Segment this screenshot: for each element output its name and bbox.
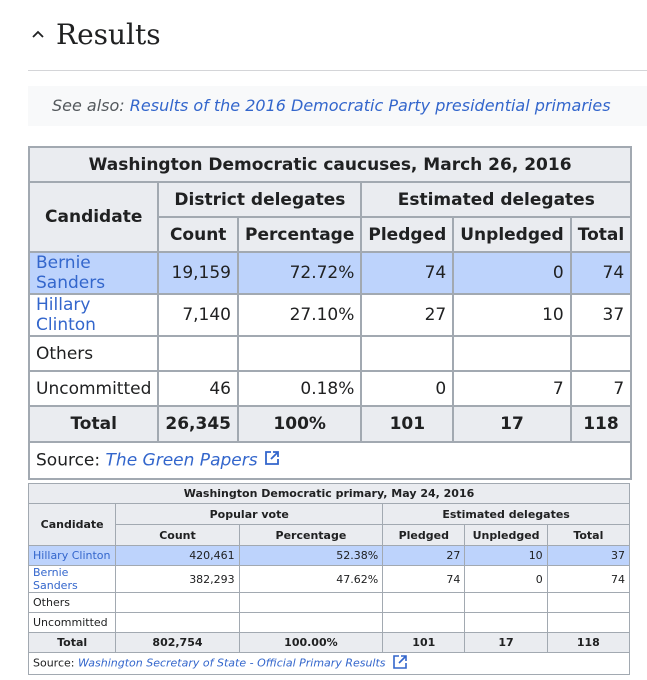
header-count: Count <box>158 217 238 252</box>
table-caption: Washington Democratic primary, May 24, 2016 <box>29 484 630 504</box>
count-cell <box>158 336 238 371</box>
count-cell: 46 <box>158 371 238 406</box>
header-count: Count <box>116 525 239 546</box>
totals-count: 802,754 <box>116 633 239 653</box>
see-also-label: See also: <box>52 96 130 115</box>
source-label: Source: <box>36 450 106 471</box>
pledged-cell: 27 <box>383 546 465 566</box>
table-row <box>29 336 631 371</box>
source-label: Source: <box>33 656 78 670</box>
totals-count: 26,345 <box>158 406 238 442</box>
percentage-cell <box>239 593 382 613</box>
candidate-cell: Others <box>29 336 158 371</box>
pledged-cell <box>383 613 465 633</box>
header-total: Total <box>571 217 631 252</box>
unpledged-cell: 0 <box>465 566 547 593</box>
totals-percentage: 100% <box>238 406 361 442</box>
candidate-cell: Uncommitted <box>29 613 116 633</box>
percentage-cell: 0.18% <box>238 371 361 406</box>
totals-row <box>29 406 631 442</box>
section-title: Results <box>56 17 161 51</box>
see-also-hatnote <box>28 86 647 126</box>
header-pledged: Pledged <box>383 525 465 546</box>
percentage-cell: 47.62% <box>239 566 382 593</box>
header-percentage: Percentage <box>239 525 382 546</box>
percentage-cell <box>239 613 382 633</box>
external-link-icon <box>392 654 408 673</box>
count-cell: 7,140 <box>158 294 238 336</box>
header-pledged: Pledged <box>361 217 453 252</box>
count-cell <box>116 593 239 613</box>
header-unpledged: Unpledged <box>453 217 570 252</box>
section-header[interactable] <box>32 14 161 54</box>
header-estimated-delegates: Estimated delegates <box>361 182 631 217</box>
see-also-link[interactable]: Results of the 2016 Democratic Party presidential primaries <box>129 96 611 115</box>
header-estimated-delegates: Estimated delegates <box>383 504 630 525</box>
total-cell: 37 <box>547 546 629 566</box>
table-row <box>29 593 630 613</box>
unpledged-cell <box>465 593 547 613</box>
pledged-cell <box>361 336 453 371</box>
unpledged-cell: 0 <box>453 252 570 294</box>
totals-percentage: 100.00% <box>239 633 382 653</box>
count-cell: 19,159 <box>158 252 238 294</box>
count-cell: 382,293 <box>116 566 239 593</box>
totals-unpledged: 17 <box>453 406 570 442</box>
totals-pledged: 101 <box>383 633 465 653</box>
totals-unpledged: 17 <box>465 633 547 653</box>
pledged-cell: 74 <box>383 566 465 593</box>
unpledged-cell <box>465 613 547 633</box>
table-row <box>29 566 630 593</box>
table-row <box>29 294 631 336</box>
totals-row <box>29 633 630 653</box>
header-percentage: Percentage <box>238 217 361 252</box>
header-candidate: Candidate <box>29 504 116 546</box>
totals-label: Total <box>29 406 158 442</box>
table-row <box>29 252 631 294</box>
unpledged-cell <box>453 336 570 371</box>
total-cell <box>571 336 631 371</box>
source-note <box>29 442 631 479</box>
header-district-delegates: District delegates <box>158 182 361 217</box>
unpledged-cell: 10 <box>453 294 570 336</box>
candidate-link[interactable]: Hillary Clinton <box>29 546 116 566</box>
unpledged-cell: 7 <box>453 371 570 406</box>
total-cell <box>547 613 629 633</box>
candidate-cell: Uncommitted <box>29 371 158 406</box>
candidate-cell: Others <box>29 593 116 613</box>
percentage-cell <box>238 336 361 371</box>
source-link[interactable]: Washington Secretary of State - Official Primary Results <box>77 656 386 670</box>
caucus-results-table <box>28 146 632 480</box>
candidate-link[interactable]: Bernie Sanders <box>29 566 116 593</box>
percentage-cell: 72.72% <box>238 252 361 294</box>
table-row <box>29 613 630 633</box>
totals-total: 118 <box>571 406 631 442</box>
total-cell: 74 <box>571 252 631 294</box>
table-caption: Washington Democratic caucuses, March 26, 2016 <box>29 147 631 182</box>
pledged-cell: 0 <box>361 371 453 406</box>
header-unpledged: Unpledged <box>465 525 547 546</box>
total-cell: 74 <box>547 566 629 593</box>
external-link-icon <box>264 450 280 471</box>
count-cell: 420,461 <box>116 546 239 566</box>
total-cell: 37 <box>571 294 631 336</box>
primary-results-table <box>28 483 630 675</box>
count-cell <box>116 613 239 633</box>
candidate-link[interactable]: Hillary Clinton <box>29 294 158 336</box>
table-row <box>29 371 631 406</box>
candidate-link[interactable]: Bernie Sanders <box>29 252 158 294</box>
pledged-cell: 74 <box>361 252 453 294</box>
percentage-cell: 52.38% <box>239 546 382 566</box>
section-divider <box>28 70 647 71</box>
pledged-cell: 27 <box>361 294 453 336</box>
header-candidate: Candidate <box>29 182 158 252</box>
header-total: Total <box>547 525 629 546</box>
total-cell: 7 <box>571 371 631 406</box>
totals-label: Total <box>29 633 116 653</box>
totals-total: 118 <box>547 633 629 653</box>
totals-pledged: 101 <box>361 406 453 442</box>
chevron-up-icon[interactable] <box>32 22 44 43</box>
unpledged-cell: 10 <box>465 546 547 566</box>
source-note <box>29 653 630 675</box>
table-row <box>29 546 630 566</box>
percentage-cell: 27.10% <box>238 294 361 336</box>
source-link[interactable]: The Green Papers <box>105 450 258 471</box>
header-popular-vote: Popular vote <box>116 504 383 525</box>
total-cell <box>547 593 629 613</box>
pledged-cell <box>383 593 465 613</box>
